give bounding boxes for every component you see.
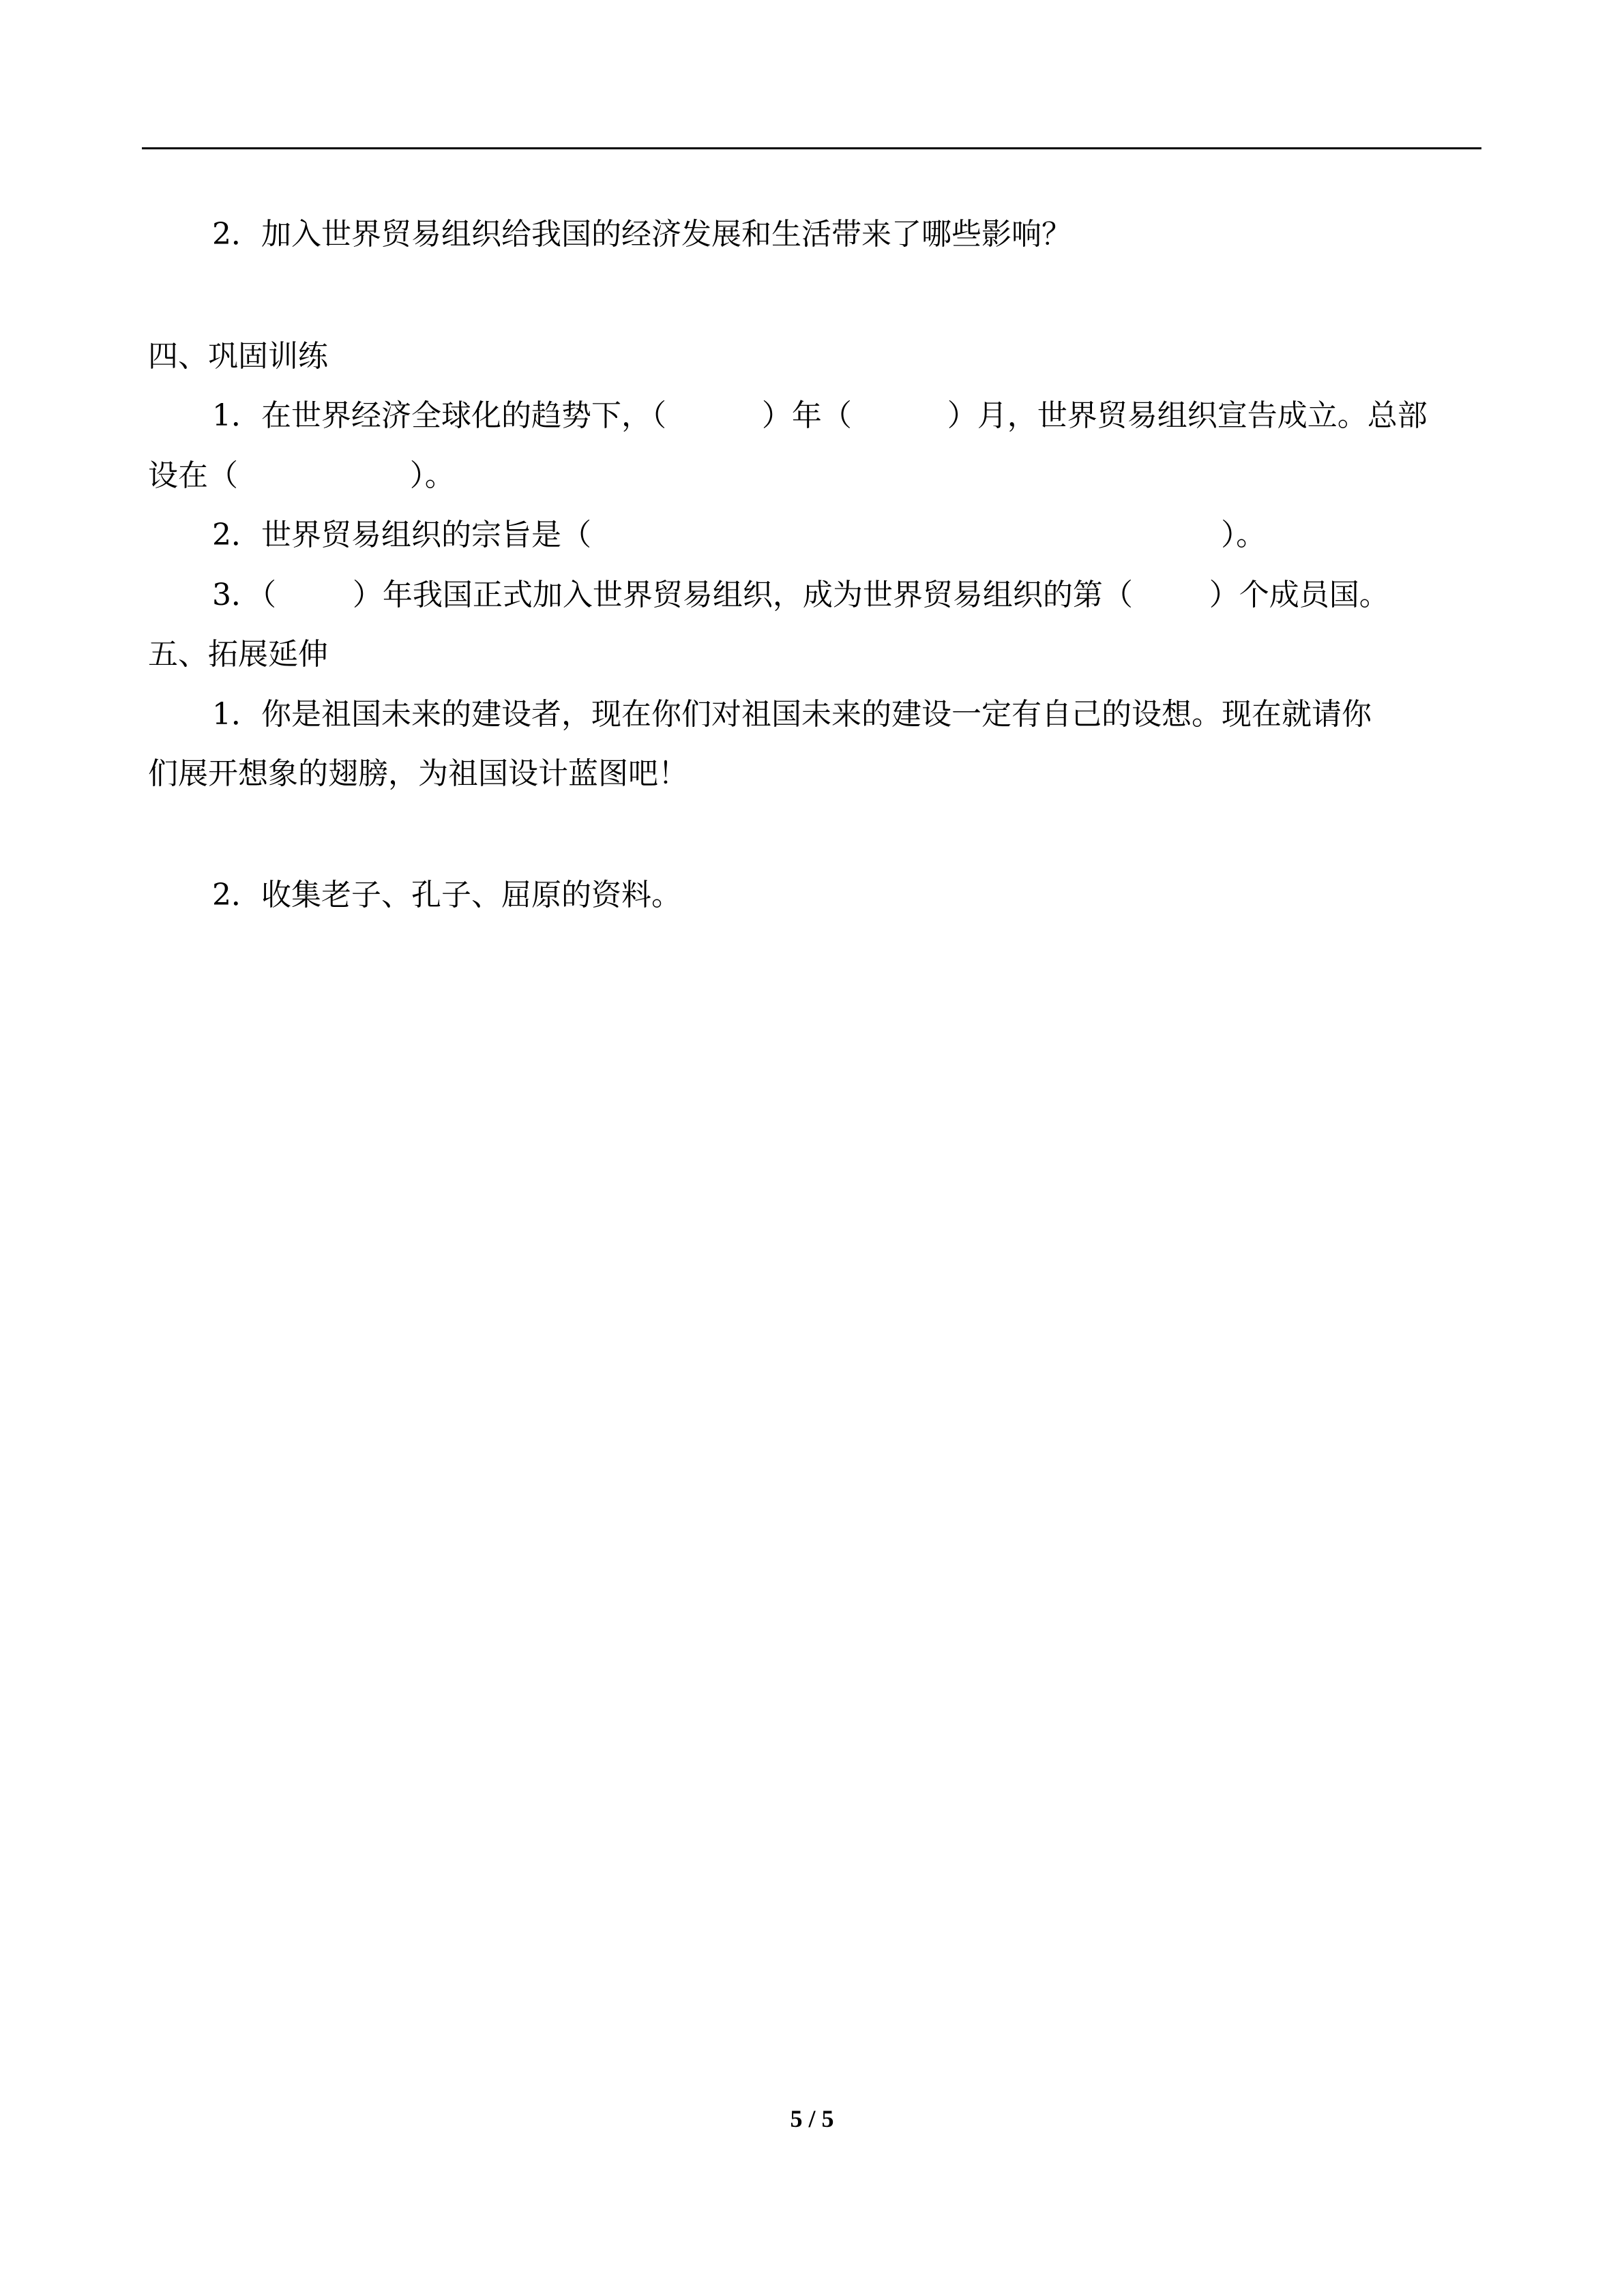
section-5-q1-line1: 1．你是祖国未来的建设者，现在你们对祖国未来的建设一定有自己的设想。现在就请你 [212, 697, 1372, 732]
section-5-heading: 五、拓展延伸 [148, 637, 328, 672]
section-4-heading: 四、巩固训练 [148, 339, 328, 374]
section-4-q1-line1: 1．在世界经济全球化的趋势下，（ ）年（ ）月，世界贸易组织宣告成立。总部 [212, 398, 1428, 433]
question-2-impact: 2．加入世界贸易组织给我国的经济发展和生活带来了哪些影响？ [212, 217, 1072, 252]
section-5-q1-line2: 们展开想象的翅膀，为祖国设计蓝图吧！ [148, 756, 688, 791]
section-5-q2: 2．收集老子、孔子、屈原的资料。 [212, 878, 681, 912]
page-number: 5 / 5 [790, 2105, 834, 2132]
section-4-q1-line2: 设在（ ）。 [148, 458, 455, 493]
header-rule [142, 147, 1481, 149]
section-4-q2: 2．世界贸易组织的宗旨是（ ）。 [212, 518, 1267, 552]
section-4-q3: 3．（ ）年我国正式加入世界贸易组织，成为世界贸易组织的第（ ）个成员国。 [212, 578, 1389, 612]
